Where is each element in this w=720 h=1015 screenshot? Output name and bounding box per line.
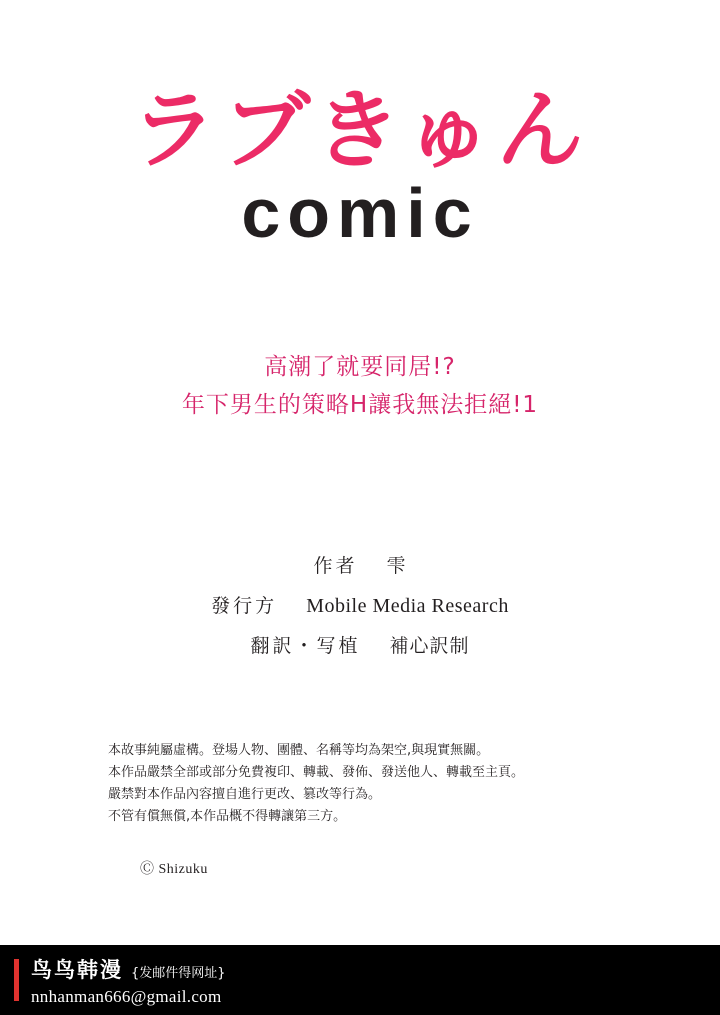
credit-row	[0, 546, 720, 586]
credit-value-publisher: Mobile Media Research	[306, 595, 509, 617]
credit-value-author: 雫	[386, 555, 407, 577]
title-line-2: 年下男生的策略H讓我無法拒絕!1	[181, 392, 539, 418]
logo-latin-text: comic	[241, 174, 479, 253]
disclaimer-line: 嚴禁對本作品內容擅自進行更改、篡改等行為。	[108, 787, 382, 802]
footer-text-group	[31, 954, 226, 1007]
disclaimer-line: 本作品嚴禁全部或部分免費複印、轉載、發佈、發送他人、轉載至主頁。	[108, 765, 525, 780]
footer-note: {发邮件得网址}	[131, 965, 226, 981]
watermark-footer	[0, 945, 720, 1015]
credits-block	[0, 546, 720, 666]
credit-label-translation: 翻訳・写植	[250, 635, 361, 657]
credit-row	[0, 586, 720, 626]
footer-email: nnhanman666@gmail.com	[31, 986, 222, 1006]
footer-brand-name: 鸟鸟韩漫	[31, 957, 123, 982]
title-line-1: 高潮了就要同居!?	[264, 354, 456, 380]
credit-value-translation: 補心訳制	[389, 635, 470, 657]
logo	[0, 81, 720, 253]
disclaimer-line: 不管有償無償,本作品概不得轉讓第三方。	[108, 809, 347, 824]
page-title	[0, 348, 720, 424]
credit-label-publisher: 發行方	[211, 595, 278, 617]
credit-row	[0, 626, 720, 666]
copyright-notice: Ⓒ Shizuku	[140, 862, 208, 877]
footer-accent-bar	[14, 959, 19, 1001]
disclaimer-line: 本故事純屬虛構。登場人物、團體、名稱等均為架空,與現實無關。	[108, 743, 490, 758]
disclaimer-block	[108, 740, 628, 828]
footer-top-row	[31, 954, 226, 984]
credit-label-author: 作者	[313, 555, 358, 577]
logo-kana-text: ラブきゅん	[126, 81, 594, 181]
